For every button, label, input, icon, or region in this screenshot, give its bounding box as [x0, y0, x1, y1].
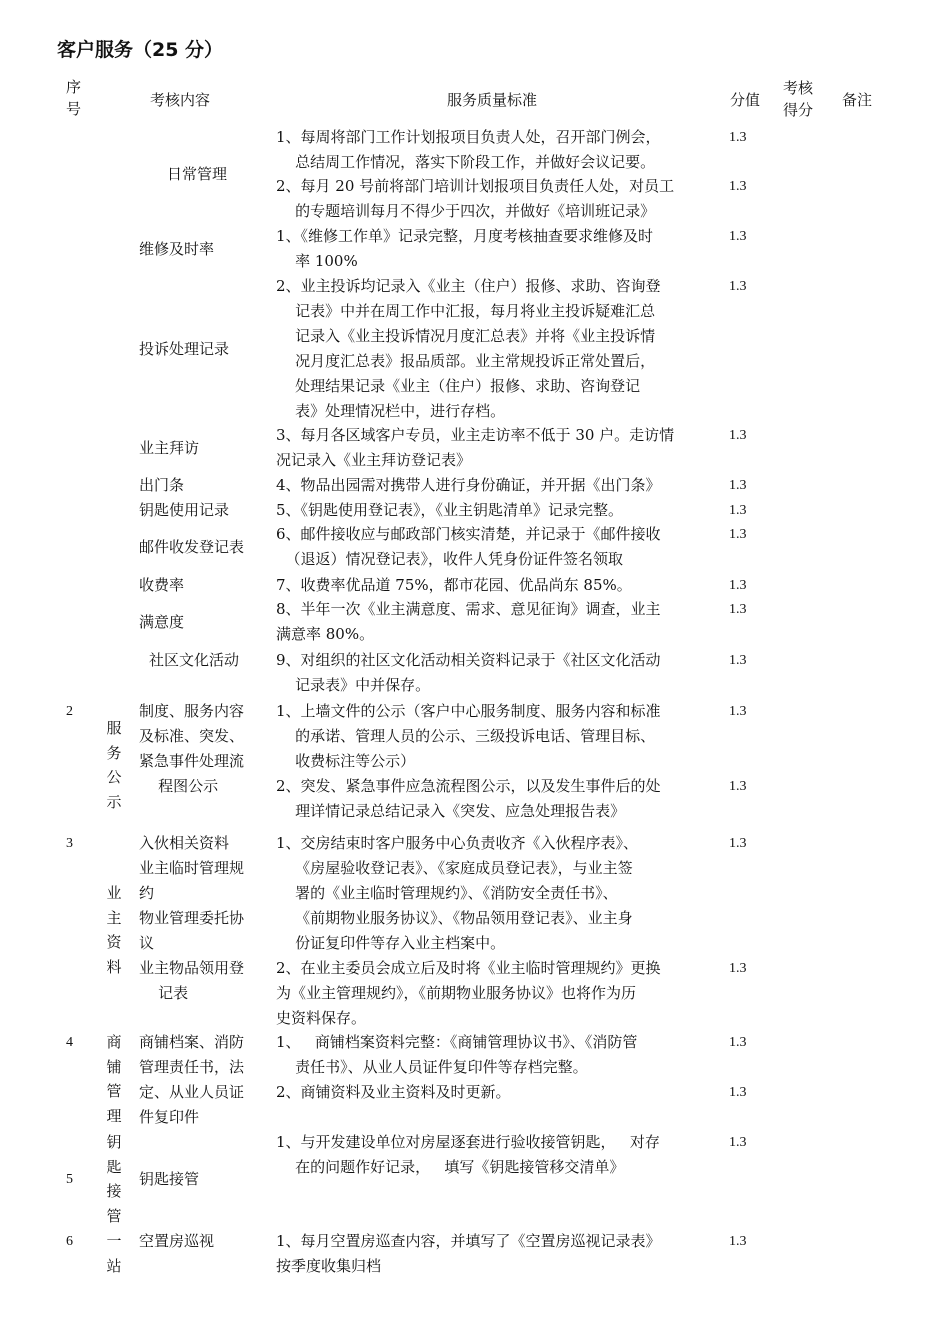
standard-cell: 1、每周将部门工作计划报项目负责人处，召开部门例会， 总结周工作情况，落实下阶段工作，并做好会议记要。 — [276, 128, 661, 171]
content-cell: 维修及时率 — [139, 240, 215, 258]
category-cell: 业主资料 — [106, 884, 122, 976]
standard-cell: 2、商铺资料及业主资料及时更新。 — [276, 1083, 511, 1101]
points-cell: 1.3 — [729, 279, 747, 294]
row-number: 4 — [66, 1035, 73, 1050]
points-cell: 1.3 — [729, 602, 747, 617]
content-cell: 邮件收发登记表 — [139, 538, 245, 556]
standard-cell: 1、 商铺档案资料完整：《商铺管理协议书》、《消防管 责任书》、从业人员证件复印件等存档完整。 — [276, 1033, 638, 1076]
points-cell: 1.3 — [729, 836, 747, 851]
points-cell: 1.3 — [729, 229, 747, 244]
standard-cell: 1、与开发建设单位对房屋逐套进行验收接管钥匙， 对存 在的问题作好记录， 填写《钥匙接管移交清单》 — [276, 1133, 660, 1176]
header-note: 备注 — [842, 91, 873, 109]
points-cell: 1.3 — [729, 428, 747, 443]
standard-cell: 1、《维修工作单》记录完整，月度考核抽查要求维修及时 率 100% — [276, 227, 654, 270]
content-cell: 出门条 — [139, 476, 185, 494]
row-number: 6 — [66, 1234, 73, 1249]
content-cell: 满意度 — [139, 613, 185, 631]
standard-cell: 1、上墙文件的公示（客户中心服务制度、服务内容和标准 的承诺、管理人员的公示、三级投诉电话、管理目标、 收费标注等公示） — [276, 702, 661, 770]
content-cell: 社区文化活动 — [149, 651, 240, 669]
category-cell: 商铺管理 — [106, 1033, 122, 1125]
row-number: 2 — [66, 704, 73, 719]
points-cell: 1.3 — [729, 704, 747, 719]
header-standard: 服务质量标准 — [447, 91, 538, 109]
standard-cell: 1、交房结束时客户服务中心负责收齐《入伙程序表》、 《房屋验收登记表》、《家庭成员登记表》，与业主签 署的《业主临时管理规约》、《消防安全责任书》、 《前期物业服务协议》、《物品领用登记表》、业主身 份证复印件等存入业主档案中。 — [276, 834, 639, 952]
points-cell: 1.3 — [729, 179, 747, 194]
content-cell: 制度、服务内容 及标准、突发、 紧急事件处理流 程图公示 — [139, 702, 245, 795]
content-cell: 投诉处理记录 — [139, 340, 230, 358]
content-cell: 商铺档案、消防 管理责任书，法 定、从业人员证 件复印件 — [139, 1033, 245, 1126]
category-cell: 服务公示 — [106, 719, 122, 811]
points-cell: 1.3 — [729, 578, 747, 593]
points-cell: 1.3 — [729, 130, 747, 145]
points-cell: 1.3 — [729, 1035, 747, 1050]
points-cell: 1.3 — [729, 527, 747, 542]
standard-cell: 2、每月 20 号前将部门培训计划报项目负责任人处，对员工 的专题培训每月不得少于四次，并做好《培训班记录》 — [276, 177, 675, 220]
category-cell: 钥匙接管 — [106, 1133, 122, 1225]
standard-cell: 2、突发、紧急事件应急流程图公示，以及发生事件后的处 理详情记录总结记录入《突发、应急处理报告表》 — [276, 777, 661, 820]
page-title: 客户服务（25 分） — [57, 39, 224, 61]
points-cell: 1.3 — [729, 1234, 747, 1249]
standard-cell: 6、邮件接收应与邮政部门核实清楚，并记录于《邮件接收 （退返）情况登记表》，收件人凭身份证件签名领取 — [276, 525, 661, 568]
standard-cell: 4、物品出园需对携带人进行身份确证，并开据《出门条》 — [276, 476, 661, 494]
standard-cell: 2、在业主委员会成立后及时将《业主临时管理规约》更换 为《业主管理规约》，《前期物业服务协议》也将作为历 史资料保存。 — [276, 959, 661, 1027]
header-seq: 序 号 — [66, 78, 82, 118]
content-cell: 业主拜访 — [139, 439, 200, 457]
header-score: 考核 得分 — [783, 79, 814, 119]
standard-cell: 3、每月各区域客户专员，业主走访率不低于 30 户。走访情 况记录入《业主拜访登记表》 — [276, 426, 675, 469]
content-cell: 收费率 — [139, 576, 185, 594]
content-cell: 空置房巡视 — [139, 1232, 215, 1250]
row-number: 3 — [66, 836, 73, 851]
standard-cell: 8、半年一次《业主满意度、需求、意见征询》调查，业主 满意率 80%。 — [276, 600, 661, 643]
standard-cell: 7、收费率优品道 75%，都市花园、优品尚东 85%。 — [276, 576, 632, 594]
header-points: 分值 — [730, 91, 761, 109]
content-cell: 日常管理 — [167, 165, 228, 183]
standard-cell: 5、《钥匙使用登记表》，《业主钥匙清单》记录完整。 — [276, 501, 624, 519]
points-cell: 1.3 — [729, 1085, 747, 1100]
content-cell: 入伙相关资料 业主临时管理规 约 物业管理委托协 议 — [139, 834, 245, 952]
row-number: 5 — [66, 1172, 73, 1187]
header-content: 考核内容 — [150, 91, 211, 109]
standard-cell: 9、对组织的社区文化活动相关资料记录于《社区文化活动 记录表》中并保存。 — [276, 651, 661, 694]
category-cell: 一站 — [106, 1232, 122, 1275]
content-cell: 钥匙接管 — [139, 1170, 200, 1188]
points-cell: 1.3 — [729, 961, 747, 976]
points-cell: 1.3 — [729, 653, 747, 668]
standard-cell: 2、业主投诉均记录入《业主（住户）报修、求助、咨询登 记表》中并在周工作中汇报，每月将业主投诉疑难汇总 记录入《业主投诉情况月度汇总表》并将《业主投诉情 况月度汇总表》报品质部。业主常规投诉正常处置后， 处理结果记录《业主（住户）报修、求助、咨询登记 表》处理情况栏中，进行存档。 — [276, 277, 661, 420]
content-cell: 业主物品领用登 记表 — [139, 959, 245, 1002]
points-cell: 1.3 — [729, 779, 747, 794]
points-cell: 1.3 — [729, 478, 747, 493]
standard-cell: 1、每月空置房巡查内容，并填写了《空置房巡视记录表》 按季度收集归档 — [276, 1232, 661, 1275]
points-cell: 1.3 — [729, 1135, 747, 1150]
content-cell: 钥匙使用记录 — [139, 501, 230, 519]
points-cell: 1.3 — [729, 503, 747, 518]
